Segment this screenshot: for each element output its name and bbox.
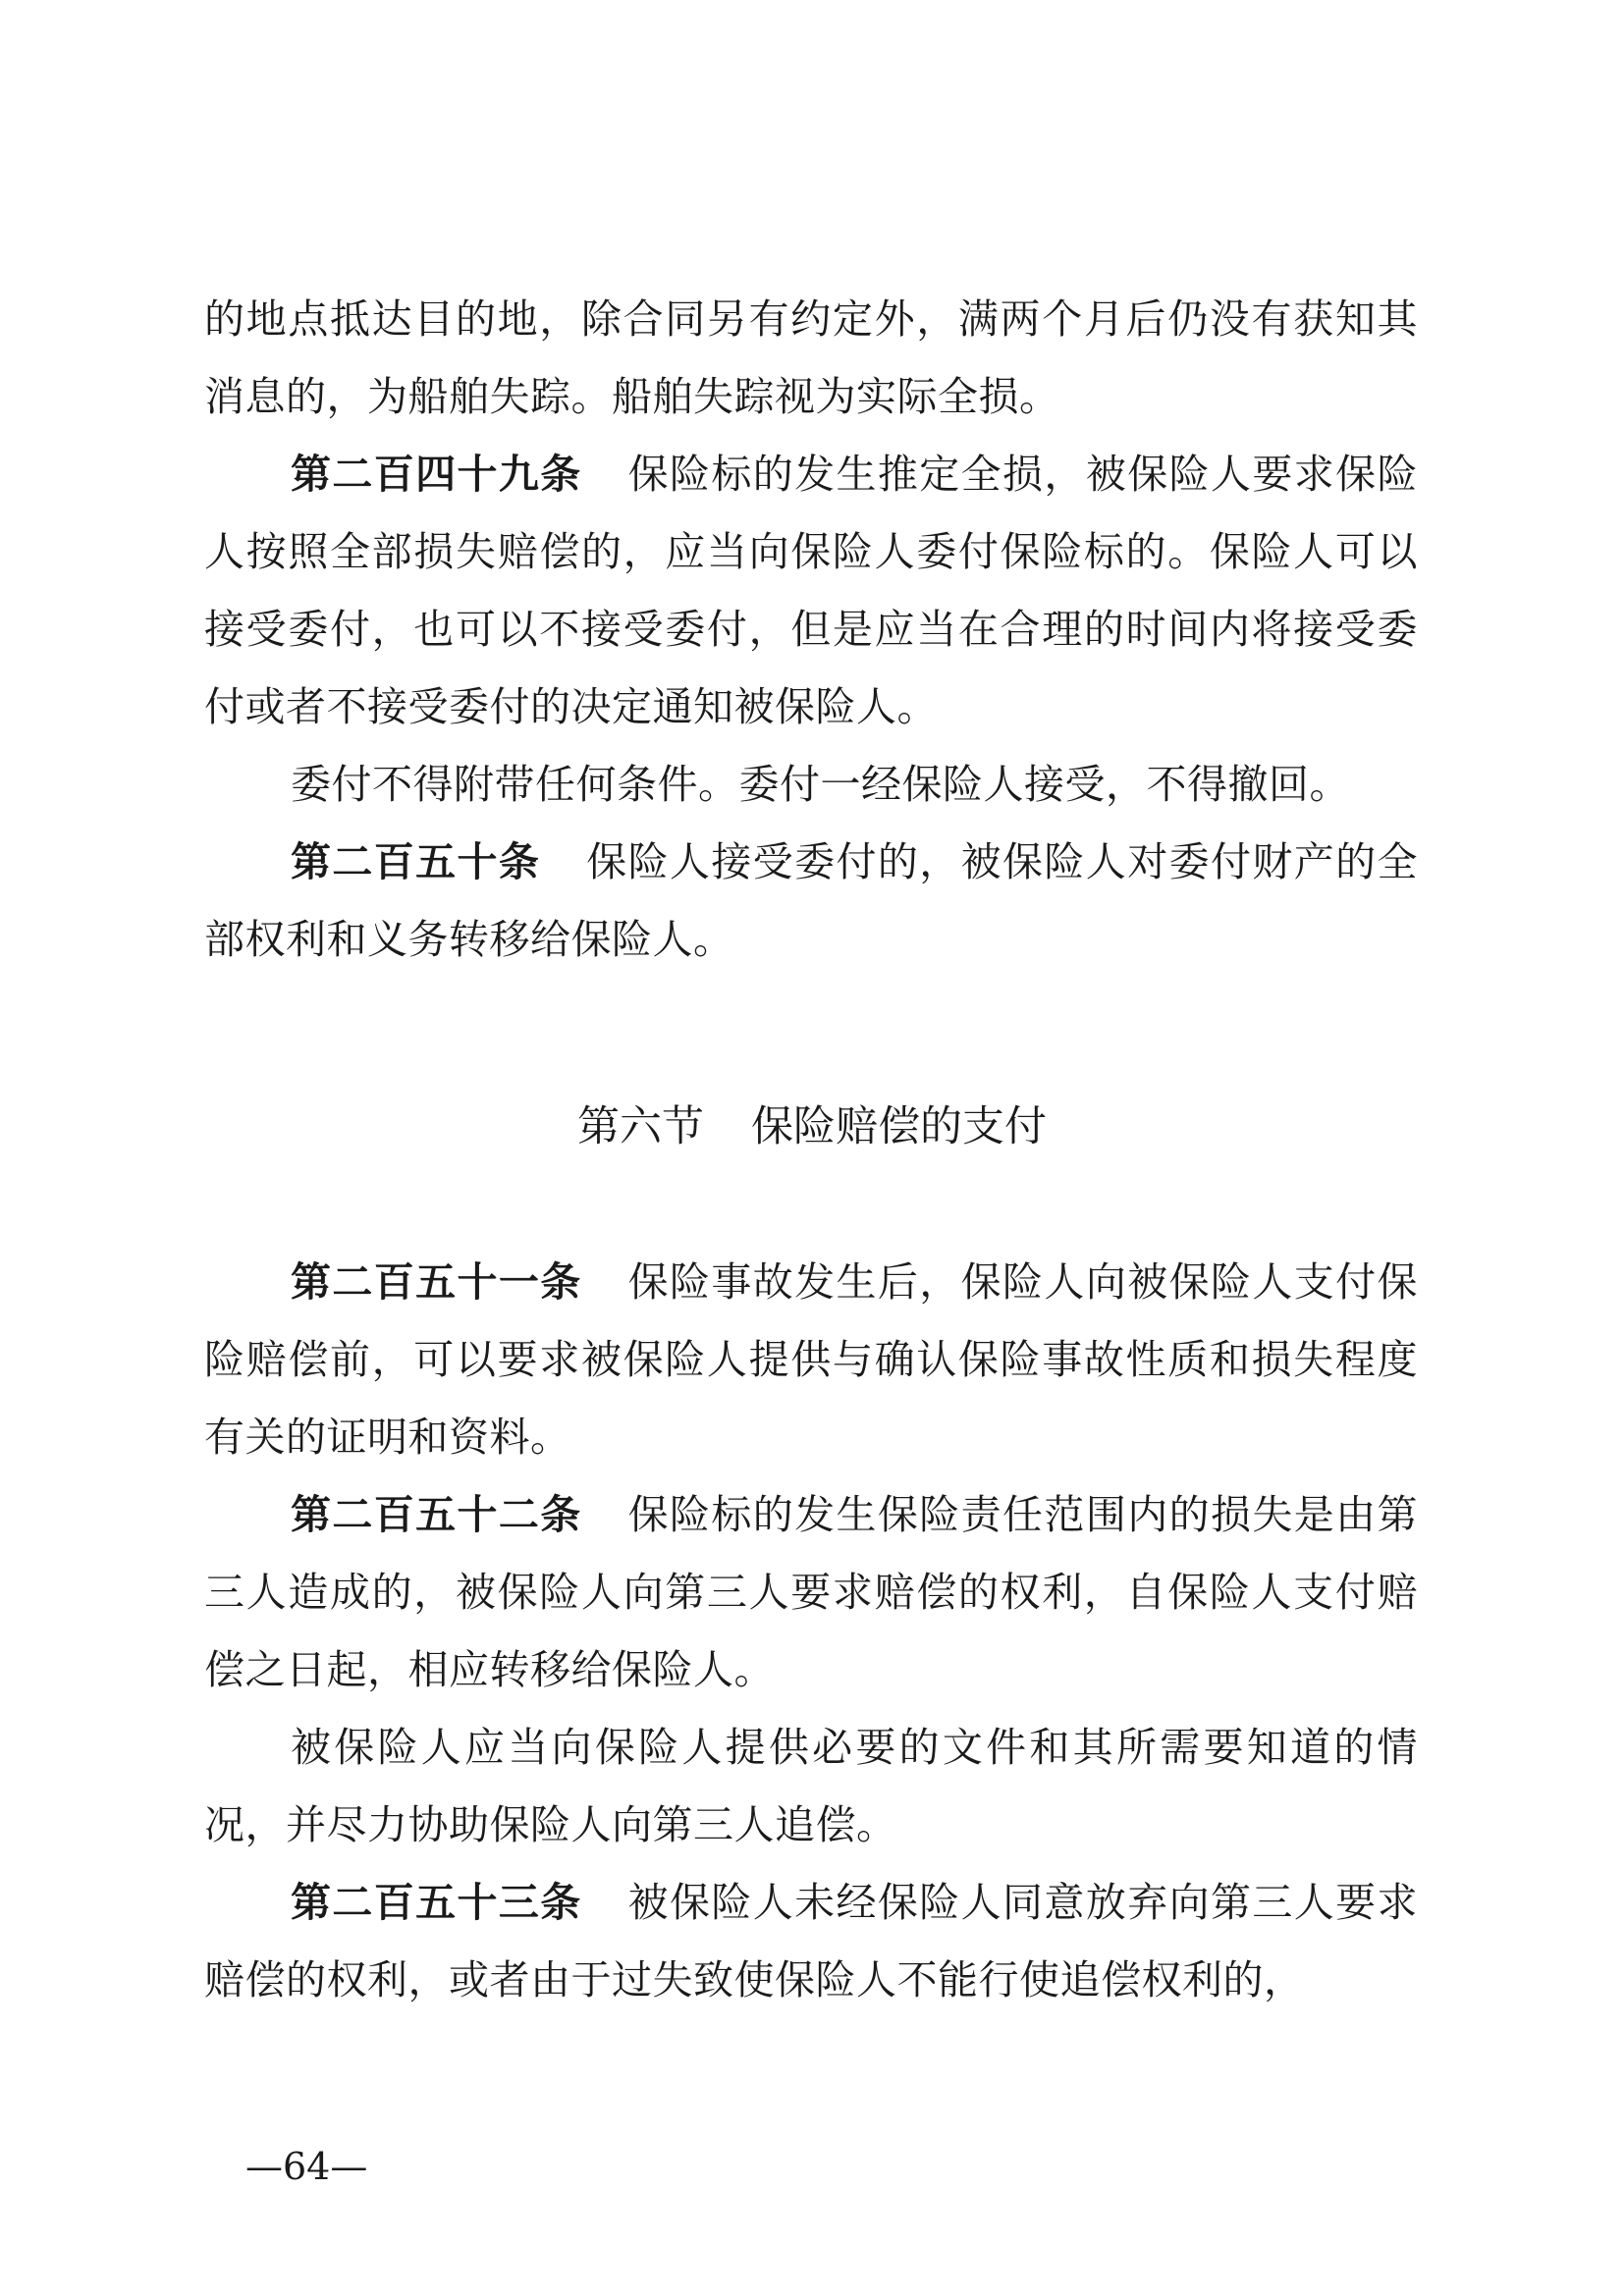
body-text-lower [204, 1244, 1418, 2019]
article-252 [204, 1476, 1418, 1709]
section-heading [0, 1097, 1624, 1156]
article-251 [204, 1244, 1418, 1476]
continuation-paragraph [204, 281, 1418, 436]
article-text: 保险事故发生后，保险人向被保险人支付保险赔偿前，可以要求被保险人提供与确认保险事故性质和损失程度有关的证明和资料。 [204, 1258, 1419, 1461]
article-text: 保险标的发生推定全损，被保险人要求保险人按照全部损失赔偿的，应当向保险人委付保险标的。保险人可以接受委付，也可以不接受委付，但是应当在合理的时间内将接受委付或者不接受委付的决定通知被保险人。 [204, 451, 1419, 730]
section-number: 第六节 [577, 1102, 704, 1151]
article-text: 保险人接受委付的，被保险人对委付财产的全部权利和义务转移给保险人。 [204, 838, 1419, 963]
article-number: 第二百五十二条 [291, 1491, 582, 1538]
paragraph [204, 1709, 1418, 1864]
article-number: 第二百五十一条 [291, 1258, 582, 1306]
paragraph-text: 的地点抵达目的地，除合同另有约定外，满两个月后仍没有获知其消息的，为船舶失踪。船舶失踪视为实际全损。 [204, 295, 1418, 420]
article-number: 第二百五十三条 [291, 1879, 582, 1926]
section-title: 保险赔偿的支付 [751, 1102, 1047, 1151]
article-number: 第二百四十九条 [291, 451, 582, 498]
article-249 [204, 436, 1418, 746]
paragraph [204, 746, 1418, 824]
article-250 [204, 824, 1418, 979]
article-253 [204, 1864, 1418, 2019]
page-number: —64— [245, 2145, 368, 2188]
paragraph-text: 被保险人应当向保险人提供必要的文件和其所需要知道的情况，并尽力协助保险人向第三人追偿。 [204, 1724, 1418, 1848]
article-text: 保险标的发生保险责任范围内的损失是由第三人造成的，被保险人向第三人要求赔偿的权利，自保险人支付赔偿之日起，相应转移给保险人。 [204, 1491, 1419, 1693]
article-text: 被保险人未经保险人同意放弃向第三人要求赔偿的权利，或者由于过失致使保险人不能行使追偿权利的， [204, 1879, 1419, 2003]
article-number: 第二百五十条 [291, 838, 541, 885]
paragraph-text: 委付不得附带任何条件。委付一经保险人接受，不得撤回。 [291, 761, 1350, 808]
body-text-upper [204, 281, 1418, 979]
